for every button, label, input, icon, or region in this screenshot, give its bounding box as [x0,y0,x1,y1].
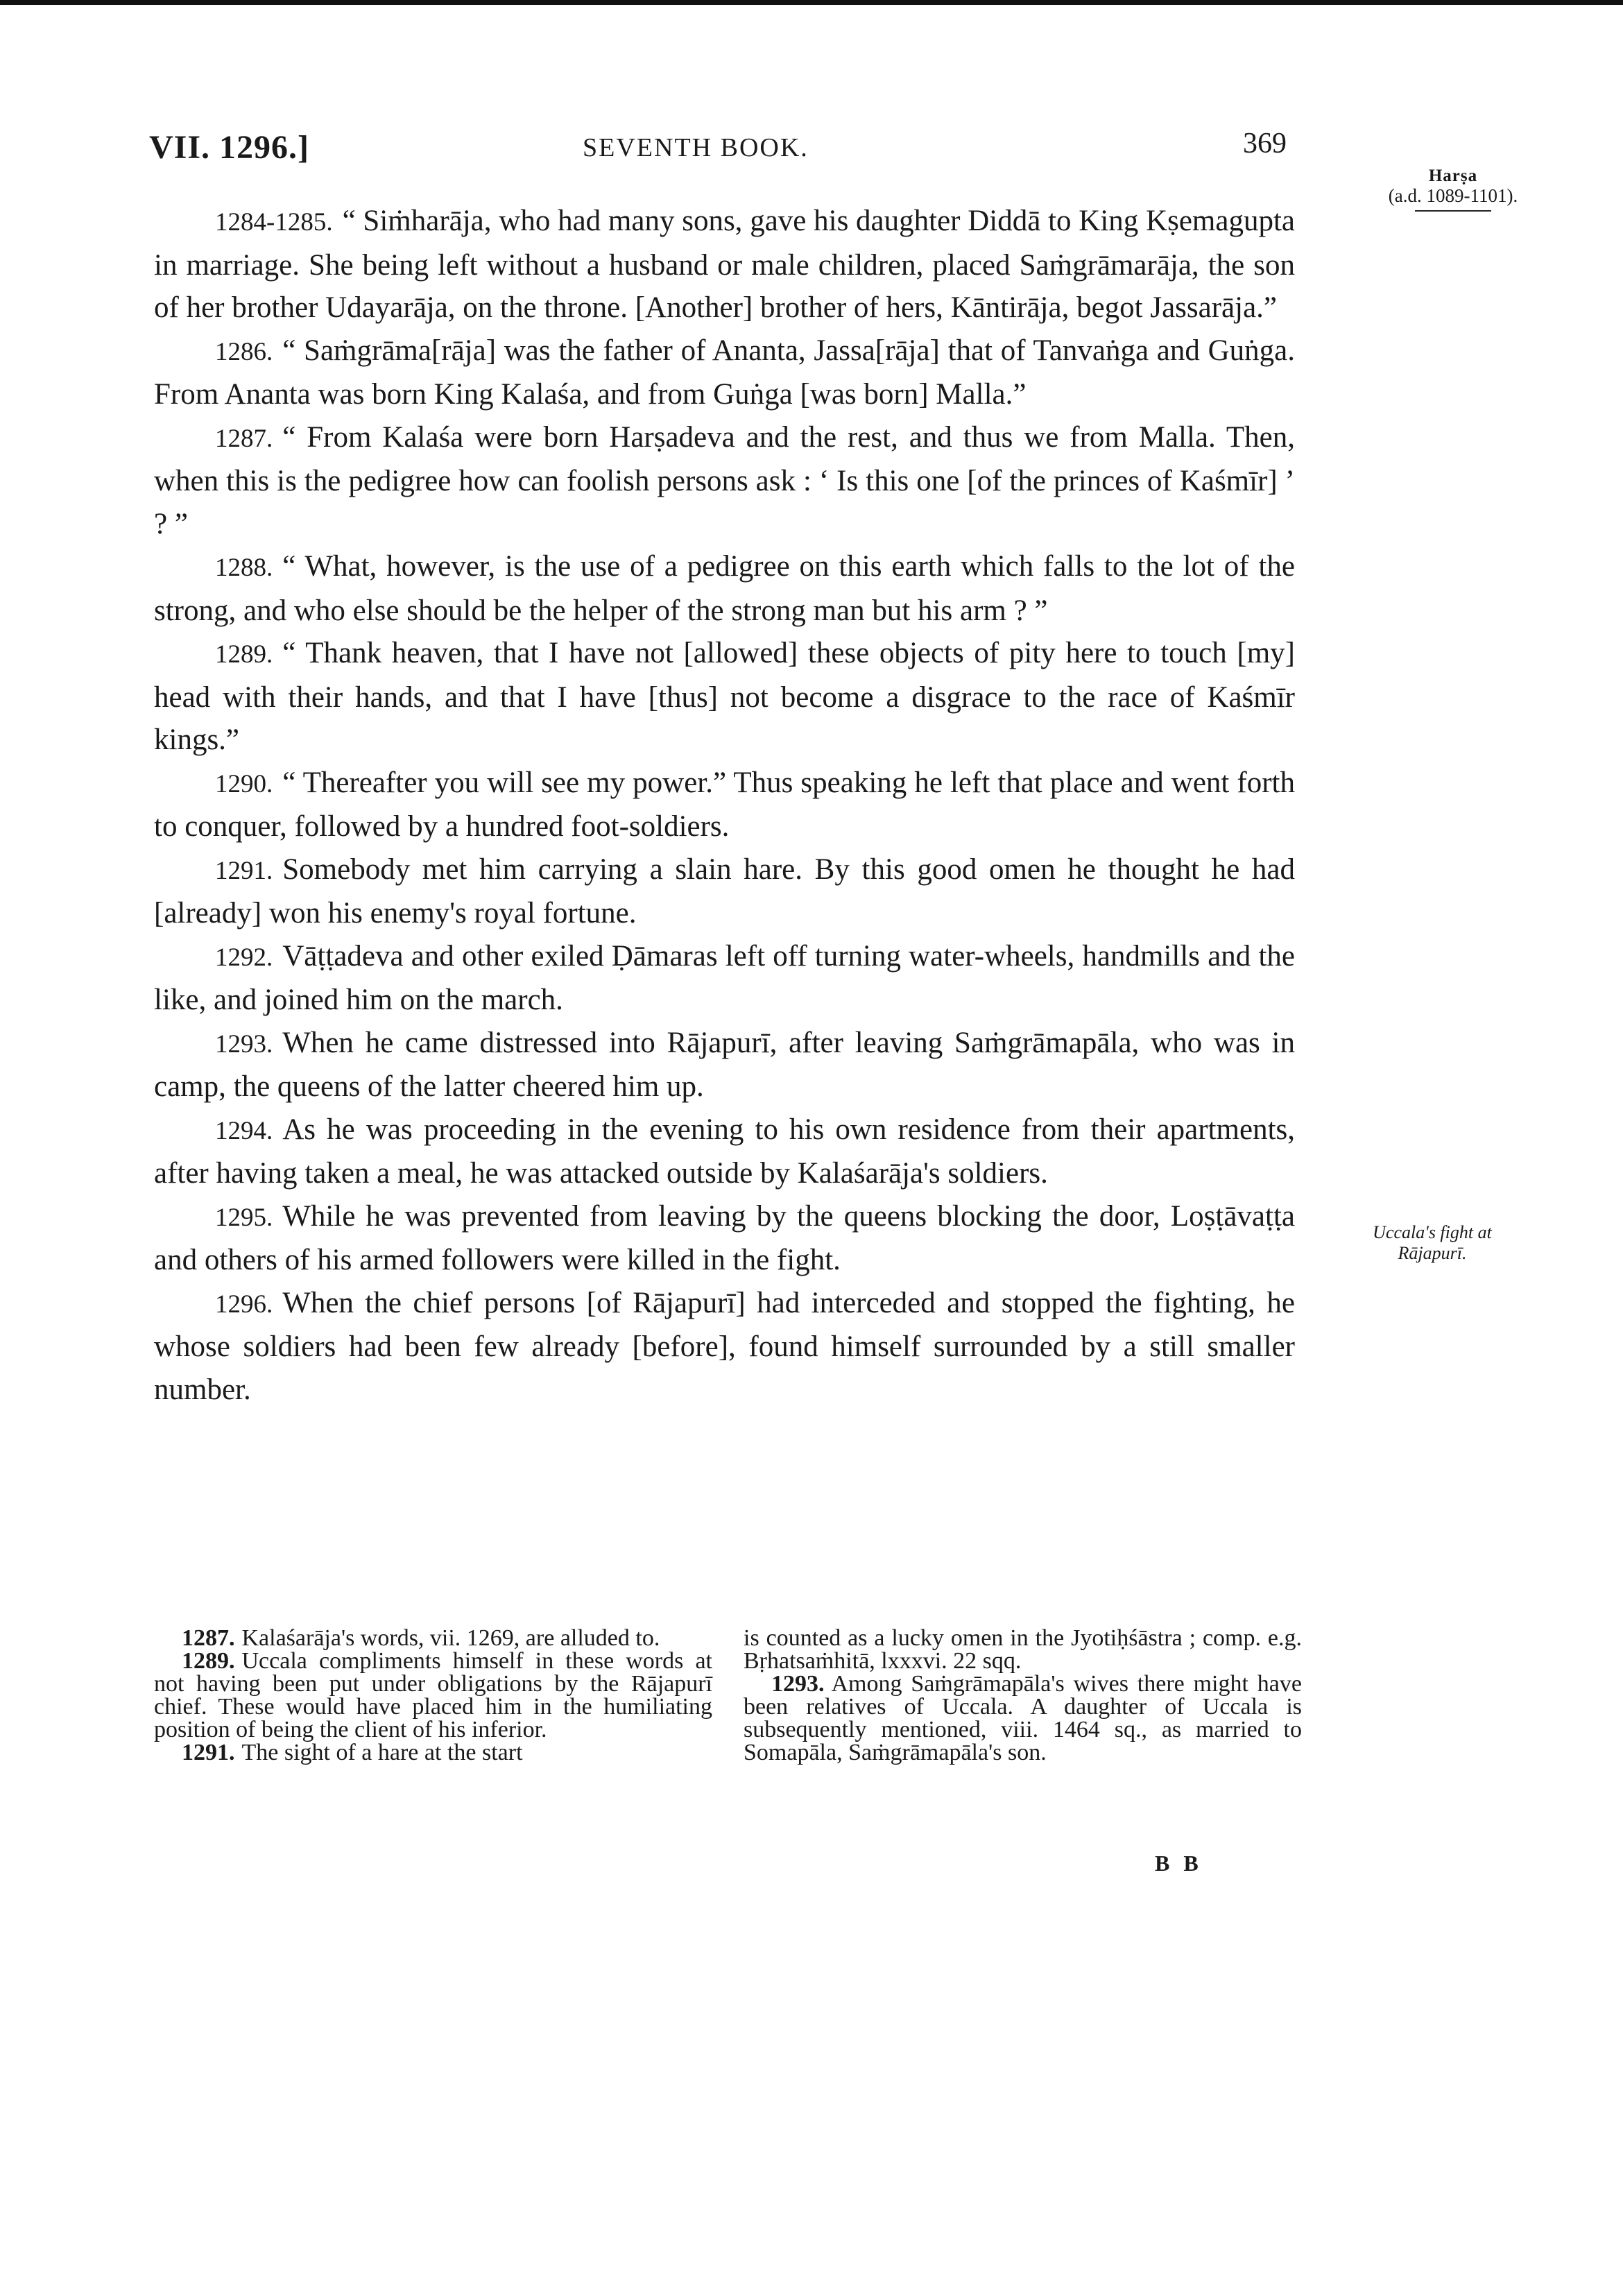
footnote-number: 1291. [182,1740,235,1765]
verse-paragraph [154,762,1295,848]
verse-text: “ Thereafter you will see my power.” Thus speaking he left that place and went forth to conquer, followed by a hundred foot-soldiers. [154,766,1295,843]
margin-king-name: Harṣa [1428,166,1478,185]
footnote-number: 1289. [182,1648,235,1674]
verse-number: 1288. [215,554,273,582]
verse-text: “ Saṁgrāma[rāja] was the father of Ananta, Jassa[rāja] that of Tanvaṅga and Guṅga. From Ananta was born King Kalaśa, and from Guṅga [was born] Malla.” [154,334,1295,411]
verse-paragraph [154,1195,1295,1282]
verse-number: 1296. [215,1290,273,1319]
verse-text: “ What, however, is the use of a pedigree on this earth which falls to the lot of the strong, and who else should be the helper of the strong man but his arm ? ” [154,550,1295,627]
verse-number: 1293. [215,1029,273,1059]
verse-text: “ From Kalaśa were born Harṣadeva and the rest, and thus we from Malla. Then, when this is the pedigree how can foolish persons ask : ‘ Is this one [of the princes of Kaśmīr] ’ ? ” [154,420,1295,540]
footnote [154,1650,712,1741]
footnote-column-right [744,1627,1302,1764]
footnote-text: Kalaśarāja's words, vii. 1269, are alluded to. [241,1625,660,1651]
verse-number: 1292. [215,943,273,972]
footnote-text: Among Saṁgrāmapāla's wives there might have been relatives of Uccala. A daughter of Uccala is subsequently mentioned, viii. 1464 sq., as married to Somapāla, Saṁgrāmapāla's son. [744,1671,1302,1765]
signature-mark: B B [1155,1851,1203,1876]
verse-number: 1291. [215,856,273,885]
verse-number: 1290. [215,769,273,798]
verse-paragraph [154,935,1295,1022]
verse-number: 1286. [215,337,273,366]
verse-paragraph [154,848,1295,935]
verse-number: 1295. [215,1203,273,1232]
verse-text: “ Siṁharāja, who had many sons, gave his daughter Diddā to King Kṣemagupta in marriage. She being left without a husband or male children, placed Saṁgrāmarāja, the son of her brother Udayarāja, on the throne. [Another] brother of hers, Kāntirāja, begot Jassarāja.” [154,205,1295,324]
margin-reign-heading [1349,166,1557,212]
main-text [154,200,1295,1411]
verse-text: When the chief persons [of Rājapurī] had interceded and stopped the fighting, he whose soldiers had been few already [before], found himself surrounded by a still smaller number. [154,1286,1295,1406]
verse-number: 1287. [215,424,273,453]
footnote-number: 1293. [771,1671,825,1697]
footnote [744,1672,1302,1764]
verse-paragraph [154,632,1295,762]
verse-paragraph [154,329,1295,416]
verse-text: “ Thank heaven, that I have not [allowed] these objects of pity here to touch [my] head with their hands, and that I have [thus] not become a disgrace to the race of Kaśmīr kings.” [154,637,1295,756]
verse-text: While he was prevented from leaving by the queens blocking the door, Loṣṭāvaṭṭa and others of his armed followers were killed in the fight. [154,1199,1295,1276]
margin-rule [1415,210,1491,212]
top-border [0,0,1623,5]
verse-paragraph [154,200,1295,329]
margin-king-dates: (a.d. 1089-1101). [1388,185,1518,206]
verse-paragraph [154,1022,1295,1108]
page-number: 369 [1243,128,1287,160]
verse-paragraph [154,545,1295,632]
footnote-continuation [744,1627,1302,1672]
verse-number: 1294. [215,1116,273,1145]
footnote-text: is counted as a lucky omen in the Jyotiḥśāstra ; comp. e.g. Bṛhatsaṁhitā, lxxxvi. 22 sqq. [744,1625,1302,1674]
margin-note: Uccala's fight at Rājapurī. [1373,1222,1492,1263]
running-head [149,128,1287,184]
verse-text: Vāṭṭadeva and other exiled Ḍāmaras left off turning water-wheels, handmills and the like, and joined him on the march. [154,939,1295,1016]
footnotes [154,1627,1302,1764]
verse-paragraph [154,1108,1295,1195]
verse-paragraph [154,416,1295,546]
footnote [154,1741,712,1764]
verse-text: As he was proceeding in the evening to his own residence from their apartments, after having taken a meal, he was attacked outside by Kalaśarāja's soldiers. [154,1113,1295,1190]
verse-text: Somebody met him carrying a slain hare. By this good omen he thought he had [already] won his enemy's royal fortune. [154,853,1295,929]
footnote-column-left [154,1627,712,1764]
footnote-text: The sight of a hare at the start [241,1740,523,1765]
book-reference: VII. 1296.] [149,129,310,166]
verse-text: When he came distressed into Rājapurī, after leaving Saṁgrāmapāla, who was in camp, the queens of the latter cheered him up. [154,1026,1295,1103]
verse-number: 1289. [215,640,273,669]
book-title: SEVENTH BOOK. [583,133,809,162]
verse-paragraph [154,1282,1295,1412]
verse-number: 1284-1285. [215,208,333,237]
footnote-number: 1287. [182,1625,235,1651]
footnote [154,1627,712,1650]
footnote-text: Uccala compliments himself in these words at not having been put under obligations by the Rājapurī chief. These would have placed him in the humiliating position of being the client of his inferior. [154,1648,712,1742]
